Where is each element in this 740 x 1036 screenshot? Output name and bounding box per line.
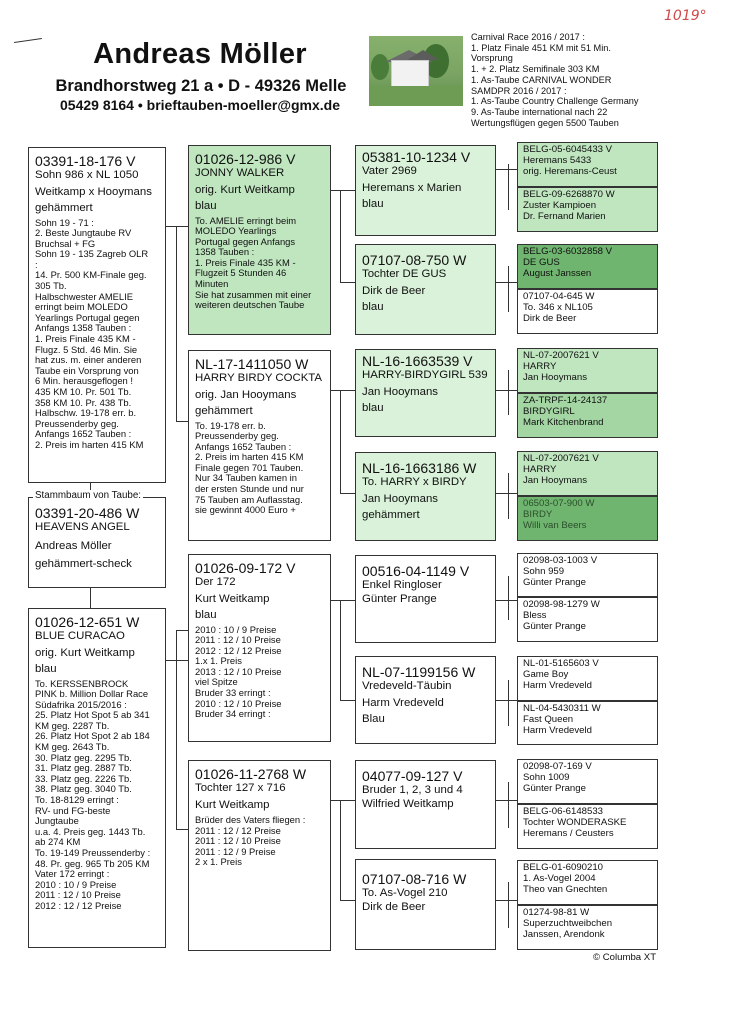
pedigree-notes: To. AMELIE erringt beim MOLEDO Yearlings Portugal gegen Anfangs 1358 Tauben : 1. Preis Finale 435 KM - Flugzeit 5 Stunden 46 Minuten Sie hat zusammen mit einer weiteren deutschen Taube <box>195 214 312 311</box>
handwritten-note: 1019° <box>664 8 707 24</box>
pigeon-name: Superzuchtweibchen <box>523 918 613 930</box>
ring-number: NL-17-1411050 W <box>195 356 309 372</box>
breeder-owner: Dirk de Beer <box>523 313 577 325</box>
pedigree-card-gen3-8[interactable] <box>355 859 496 950</box>
pedigree-card-father[interactable] <box>28 147 166 483</box>
pigeon-color: blau <box>362 301 384 313</box>
pedigree-connector <box>508 782 509 828</box>
pedigree-connector <box>340 600 341 700</box>
pigeon-color: blau <box>195 200 217 212</box>
ring-number: NL-07-2007621 V <box>523 350 599 361</box>
ring-number: 02098-98-1279 W <box>523 599 600 610</box>
breeder-owner: Jan Hooymans <box>362 492 438 505</box>
breeder-owner: orig. Heremans-Ceust <box>523 166 617 178</box>
ring-number: BELG-09-6268870 W <box>523 189 615 200</box>
pedigree-card-gen4-15[interactable] <box>517 860 658 905</box>
breeder-owner: Harm Vredeveld <box>362 696 444 709</box>
pigeon-name: HARRY <box>523 361 557 373</box>
breeder-owner: August Janssen <box>523 268 592 280</box>
pedigree-connector <box>90 482 91 490</box>
pigeon-color: Blau <box>362 713 385 725</box>
pedigree-connector <box>495 600 517 601</box>
pedigree-card-gen3-4[interactable] <box>355 452 496 541</box>
pedigree-connector <box>508 680 509 726</box>
breeder-address: Brandhorstweg 21 a • D - 49326 Melle <box>55 77 347 95</box>
pedigree-card-gen3-5[interactable] <box>355 555 496 643</box>
ring-number: NL-07-1199156 W <box>362 664 476 680</box>
pigeon-name: Vater 2969 <box>362 165 417 177</box>
pedigree-connector <box>495 390 517 391</box>
pedigree-card-gen4-14[interactable] <box>517 804 658 849</box>
breeder-owner: Wilfried Weitkamp <box>362 797 454 810</box>
breeder-owner: Janssen, Arendonk <box>523 929 605 941</box>
pigeon-name: Tochter WONDERASKE <box>523 817 627 829</box>
ring-number: BELG-03-6032858 V <box>523 246 613 257</box>
pigeon-name: To. HARRY x BIRDY <box>362 476 467 488</box>
pedigree-notes: 2010 : 10 / 9 Preise 2011 : 12 / 10 Preise 2012 : 12 / 12 Preise 1.x 1. Preis 2013 : 12 / 10 Preise viel Spitze Bruder 33 erringt : 2010 : 12 / 10 Preise Bruder 34 erringt : <box>195 623 282 720</box>
pigeon-name: To. 346 x NL105 <box>523 302 593 314</box>
pedigree-connector <box>330 600 355 601</box>
pigeon-name: Tochter DE GUS <box>362 268 447 280</box>
pedigree-connector <box>176 630 188 631</box>
pedigree-connector <box>340 190 341 282</box>
ring-number: NL-01-5165603 V <box>523 658 599 669</box>
pedigree-card-gen4-12[interactable] <box>517 701 658 745</box>
pigeon-color: blau <box>35 663 57 675</box>
ring-number: 01026-11-2768 W <box>195 766 307 782</box>
subject-color: gehämmert-scheck <box>35 558 132 570</box>
breeder-owner: Weitkamp x Hooymans <box>35 185 152 198</box>
breeder-owner: Jan Hooymans <box>362 385 438 398</box>
pigeon-color: gehämmert <box>195 405 253 417</box>
pedigree-connector <box>176 630 177 830</box>
ring-number: 05381-10-1234 V <box>362 149 471 165</box>
breeder-owner: Kurt Weitkamp <box>195 798 270 811</box>
pedigree-connector <box>495 800 517 801</box>
pigeon-name: To. As-Vogel 210 <box>362 887 448 899</box>
pedigree-connector <box>90 587 91 608</box>
breeder-owner: Mark Kitchenbrand <box>523 417 604 429</box>
pedigree-notes: Brüder des Vaters fliegen : 2011 : 12 / 12 Preise 2011 : 12 / 10 Preise 2011 : 12 / 9 Preise 2 x 1. Preis <box>195 814 306 868</box>
subject-pigeon-card[interactable] <box>28 497 166 588</box>
pedigree-card-grandfather-paternal[interactable] <box>188 145 331 335</box>
breeder-owner: orig. Kurt Weitkamp <box>35 646 135 659</box>
pedigree-connector <box>495 700 517 701</box>
pigeon-color: blau <box>195 609 217 621</box>
pedigree-of-label: Stammbaum von Taube: <box>35 490 142 501</box>
pedigree-notes: Sohn 19 - 71 : 2. Beste Jungtaube RV Bruchsal + FG Sohn 19 - 135 Zagreb OLR : 14. Pr. 500 KM-Finale geg. 305 Tb. Halbschwester AMELIE erringt beim MOLEDO Yearlings Portugal gegen Anfangs 1358 Tauben : 1. Preis Finale 435 KM - Flugz. 5 Std. 46 Min. Sie hat zus. m. einer anderen Taube ein Vorsprung von 6 Min. herausgeflogen ! 435 KM 10. Pr. 501 Tb. 358 KM 10. Pr. 438 Tb. Halbschw. 19-178 err. b. Preussenderby geg. Anfangs 1652 Tauben : 2. Preis im harten 415 KM <box>35 216 149 450</box>
pedigree-connector <box>176 226 177 422</box>
ring-number: BELG-01-6090210 <box>523 862 604 873</box>
pigeon-name: Sohn 1009 <box>523 772 570 784</box>
ring-number: 02098-03-1003 V <box>523 555 598 566</box>
pedigree-card-grandmother-maternal[interactable] <box>188 760 331 951</box>
breeder-owner: Harm Vredeveld <box>523 680 592 692</box>
ring-number: 01274-98-81 W <box>523 907 590 918</box>
pigeon-name: Zuster Kampioen <box>523 200 597 212</box>
pigeon-name: BLUE CURACAO <box>35 630 125 642</box>
breeder-owner: Dirk de Beer <box>362 284 426 297</box>
ring-number: 01026-09-172 V <box>195 560 296 576</box>
pedigree-connector <box>508 266 509 312</box>
pigeon-name: HARRY-BIRDYGIRL 539 <box>362 369 488 381</box>
ring-number: 01026-12-651 W <box>35 614 140 630</box>
pedigree-connector <box>176 829 188 830</box>
pedigree-notes: To. 19-178 err. b. Preussenderby geg. Anfangs 1652 Tauben : 2. Preis im harten 415 KM Finale gegen 701 Tauben. Nur 34 Tauben kamen in der ersten Stunde und nur 75 Tauben am Auflasstag. sie gewinnt 4000 Euro + <box>195 419 304 516</box>
pigeon-color: gehämmert <box>35 202 93 214</box>
pedigree-connector <box>508 164 509 210</box>
pedigree-card-grandfather-maternal[interactable] <box>188 554 331 742</box>
pedigree-connector <box>495 282 517 283</box>
ring-number: 07107-04-645 W <box>523 291 595 302</box>
pedigree-notes: To. KERSSENBROCK PINK b. Million Dollar Race Südafrika 2015/2016 : 25. Platz Hot Spot 5 ab 341 KM geg. 2287 Tb. 26. Platz Hot Spot 2 ab 184 KM geg. 2643 Tb. 30. Platz geg. 2295 Tb. 31. Platz geg. 2887 Tb. 33. Platz geg. 2226 Tb. 38. Platz geg. 3040 Tb. To. 18-8129 erringt : RV- und FG-beste Jungtaube u.a. 4. Preis geg. 1443 Tb. ab 274 KM To. 19-149 Preussenderby : 48. Pr. geg. 965 Tb 205 KM Vater 172 erringt : 2010 : 10 / 9 Preise 2011 : 12 / 10 Preise 2012 : 12 / 12 Preise <box>35 677 151 911</box>
breeder-owner: Günter Prange <box>362 592 437 605</box>
pedigree-connector <box>340 390 341 493</box>
breeder-owner: Jan Hooymans <box>523 372 587 384</box>
pigeon-color: gehämmert <box>362 509 420 521</box>
pedigree-card-mother[interactable] <box>28 608 166 948</box>
ring-number: 01026-12-986 V <box>195 151 296 167</box>
pedigree-card-gen4-7[interactable] <box>517 451 658 496</box>
subject-ring-number: 03391-20-486 W <box>35 505 140 521</box>
breeder-owner: Harm Vredeveld <box>523 725 592 737</box>
pedigree-connector <box>330 390 355 391</box>
pedigree-card-gen4-10[interactable] <box>517 597 658 642</box>
ring-number: BELG-06-6148533 <box>523 806 604 817</box>
pedigree-connector <box>495 900 517 901</box>
breeder-owner: Jan Hooymans <box>523 475 587 487</box>
pigeon-name: Fast Queen <box>523 714 574 726</box>
pedigree-card-gen4-11[interactable] <box>517 656 658 701</box>
ring-number: 07107-08-716 W <box>362 871 467 887</box>
pedigree-card-gen3-6[interactable] <box>355 656 496 744</box>
pigeon-name: Enkel Ringloser <box>362 579 442 591</box>
pedigree-card-gen4-5[interactable] <box>517 348 658 393</box>
breeder-owner: Günter Prange <box>523 577 586 589</box>
pedigree-connector <box>176 421 188 422</box>
pigeon-name: Bruder 1, 2, 3 und 4 <box>362 784 463 796</box>
ring-number: 03391-18-176 V <box>35 153 136 169</box>
loft-photo <box>369 36 463 106</box>
pigeon-name: BIRDYGIRL <box>523 406 575 418</box>
pigeon-name: Bless <box>523 610 547 622</box>
pedigree-card-gen4-4[interactable] <box>517 289 658 334</box>
pedigree-connector <box>340 700 355 701</box>
breeder-owner: Willi van Beers <box>523 520 587 532</box>
pedigree-card-gen3-2[interactable] <box>355 244 496 335</box>
pigeon-name: 1. As-Vogel 2004 <box>523 873 596 885</box>
subject-owner: Andreas Möller <box>35 539 112 552</box>
pedigree-card-grandmother-paternal[interactable] <box>188 350 331 541</box>
ring-number: NL-16-1663539 V <box>362 353 473 369</box>
pedigree-card-gen4-16[interactable] <box>517 905 658 950</box>
pedigree-connector <box>340 282 355 283</box>
breeder-owner: orig. Kurt Weitkamp <box>195 183 295 196</box>
pedigree-card-gen4-8[interactable] <box>517 496 658 541</box>
pigeon-name: Sohn 959 <box>523 566 565 578</box>
ring-number: ZA-TRPF-14-24137 <box>523 395 608 406</box>
pedigree-card-gen4-3[interactable] <box>517 244 658 289</box>
ring-number: NL-07-2007621 V <box>523 453 599 464</box>
pigeon-name: Game Boy <box>523 669 569 681</box>
pedigree-card-gen3-1[interactable] <box>355 145 496 236</box>
pigeon-name: BIRDY <box>523 509 553 521</box>
pedigree-card-gen4-2[interactable] <box>517 187 658 232</box>
pigeon-name: Vredeveld-Täubin <box>362 680 452 692</box>
ring-number: BELG-05-6045433 V <box>523 144 613 155</box>
achievements-text: Carnival Race 2016 / 2017 : 1. Platz Finale 451 KM mit 51 Min. Vorsprung 1. + 2. Platz Semifinale 303 KM 1. As-Taube CARNIVAL WONDER SAMDPR 2016 / 2017 : 1. As-Taube Country Challenge Germany 9. As-Taube international nach 22 Wertungsflügen gegen 5500 Tauben <box>471 32 639 128</box>
breeder-contact: 05429 8164 • brieftauben-moeller@gmx.de <box>60 97 340 113</box>
breeder-owner: Dr. Fernand Marien <box>523 211 606 223</box>
pedigree-card-gen4-6[interactable] <box>517 393 658 438</box>
ring-number: 00516-04-1149 V <box>362 563 470 579</box>
pedigree-connector <box>508 882 509 928</box>
breeder-owner: Kurt Weitkamp <box>195 592 270 605</box>
pigeon-name: Der 172 <box>195 576 236 588</box>
copyright: © Columba XT <box>593 952 657 963</box>
pedigree-connector <box>508 473 509 519</box>
pigeon-name: Heremans 5433 <box>523 155 592 167</box>
ring-number: 02098-07-169 V <box>523 761 592 772</box>
pedigree-connector <box>330 800 355 801</box>
ring-number: 06503-07-900 W <box>523 498 595 509</box>
subject-pigeon-name: HEAVENS ANGEL <box>35 521 130 533</box>
breeder-owner: Theo van Gnechten <box>523 884 608 896</box>
pigeon-name: HARRY <box>523 464 557 476</box>
ring-number: NL-04-5430311 W <box>523 703 601 714</box>
pedigree-connector <box>340 493 355 494</box>
breeder-name: Andreas Möller <box>93 38 307 70</box>
pedigree-connector <box>330 190 355 191</box>
pedigree-card-gen4-13[interactable] <box>517 759 658 804</box>
pedigree-connector <box>508 370 509 415</box>
pigeon-name: Sohn 986 x NL 1050 <box>35 169 139 181</box>
ring-number: 07107-08-750 W <box>362 252 467 268</box>
pedigree-card-gen4-1[interactable] <box>517 142 658 187</box>
pigeon-name: DE GUS <box>523 257 560 269</box>
pigeon-color: blau <box>362 198 384 210</box>
pedigree-card-gen3-3[interactable] <box>355 349 496 437</box>
ring-number: 04077-09-127 V <box>362 768 463 784</box>
pedigree-connector <box>340 800 341 900</box>
breeder-owner: orig. Jan Hooymans <box>195 388 297 401</box>
pigeon-color: blau <box>362 402 384 414</box>
pedigree-connector <box>340 900 355 901</box>
pedigree-connector <box>495 169 517 170</box>
breeder-owner: Günter Prange <box>523 783 586 795</box>
pedigree-card-gen3-7[interactable] <box>355 760 496 849</box>
pedigree-card-gen4-9[interactable] <box>517 553 658 597</box>
breeder-owner: Heremans x Marien <box>362 181 462 194</box>
pedigree-connector <box>495 493 517 494</box>
pedigree-connector <box>508 576 509 620</box>
breeder-owner: Dirk de Beer <box>362 900 426 913</box>
breeder-owner: Günter Prange <box>523 621 586 633</box>
pigeon-name: Tochter 127 x 716 <box>195 782 286 794</box>
pigeon-name: HARRY BIRDY COCKTA <box>195 372 323 384</box>
pigeon-name: JONNY WALKER <box>195 167 285 179</box>
breeder-owner: Heremans / Ceusters <box>523 828 614 840</box>
ring-number: NL-16-1663186 W <box>362 460 477 476</box>
